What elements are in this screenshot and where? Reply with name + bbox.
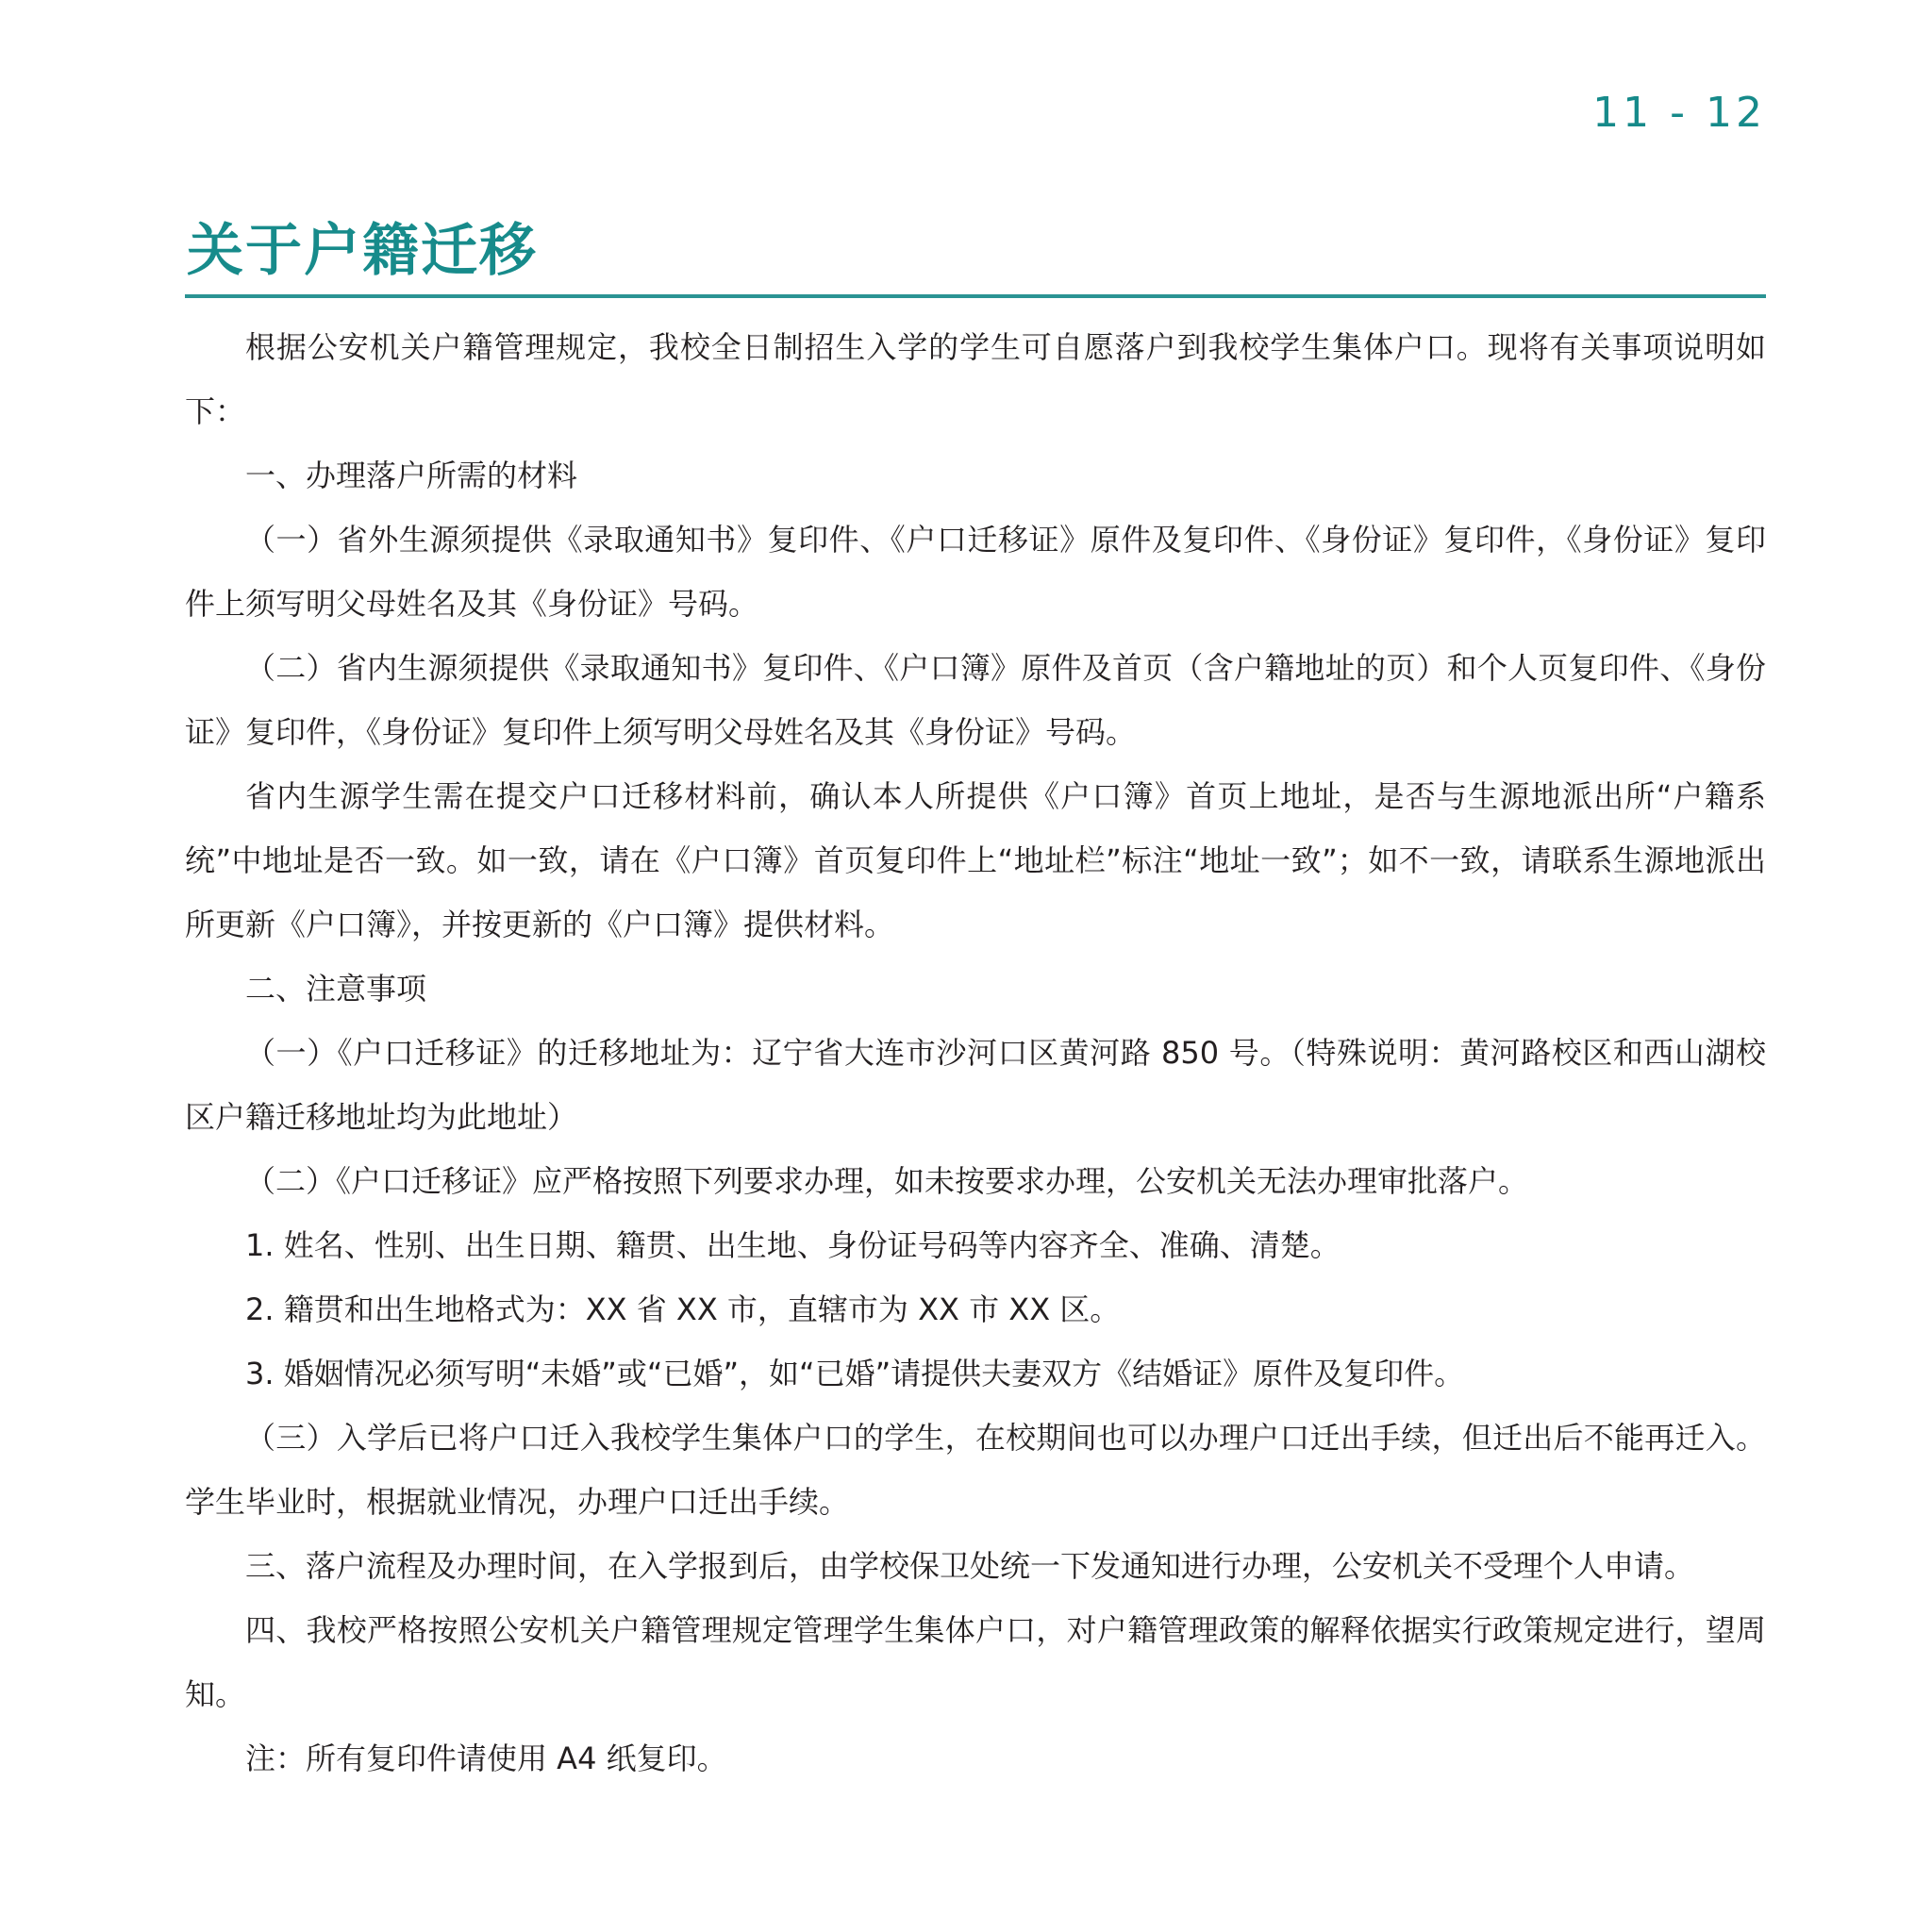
page-number: 11 - 12 [1592, 89, 1766, 137]
document-body [185, 315, 1766, 1790]
paragraph-migration-requirements: （二）《户口迁移证》应严格按照下列要求办理，如未按要求办理，公安机关无法办理审批落户。 [245, 1163, 1529, 1199]
paragraph-move-out: （三）入学后已将户口迁入我校学生集体户口的学生，在校期间也可以办理户口迁出手续，但迁出后不能再迁入。学生毕业时，根据就业情况，办理户口迁出手续。 [185, 1420, 1766, 1520]
section-heading-policy: 四、我校严格按照公安机关户籍管理规定管理学生集体户口，对户籍管理政策的解释依据实行政策规定进行，望周知。 [185, 1612, 1766, 1712]
paragraph-intro: 根据公安机关户籍管理规定，我校全日制招生入学的学生可自愿落户到我校学生集体户口。现将有关事项说明如下： [185, 329, 1766, 429]
paragraph-in-province: （二）省内生源须提供《录取通知书》复印件、《户口簿》原件及首页（含户籍地址的页）和个人页复印件、《身份证》复印件，《身份证》复印件上须写明父母姓名及其《身份证》号码。 [185, 650, 1766, 750]
page-title: 关于户籍迁移 [187, 218, 538, 284]
section-heading-process: 三、落户流程及办理时间，在入学报到后，由学校保卫处统一下发通知进行办理，公安机关不受理个人申请。 [245, 1548, 1695, 1584]
section-heading-notes: 二、注意事项 [245, 971, 427, 1007]
list-item-requirement-1: 1. 姓名、性别、出生日期、籍贯、出生地、身份证号码等内容齐全、准确、清楚。 [245, 1227, 1341, 1263]
list-item-requirement-2: 2. 籍贯和出生地格式为：XX 省 XX 市，直辖市为 XX 市 XX 区。 [245, 1291, 1121, 1327]
paragraph-migration-address: （一）《户口迁移证》的迁移地址为：辽宁省大连市沙河口区黄河路 850 号。（特殊说明：黄河路校区和西山湖校区户籍迁移地址均为此地址） [185, 1035, 1766, 1135]
paragraph-out-of-province: （一）省外生源须提供《录取通知书》复印件、《户口迁移证》原件及复印件、《身份证》复印件，《身份证》复印件上须写明父母姓名及其《身份证》号码。 [185, 522, 1766, 622]
section-heading-materials: 一、办理落户所需的材料 [245, 458, 578, 493]
paragraph-note: 注：所有复印件请使用 A4 纸复印。 [245, 1740, 727, 1776]
title-underline [185, 294, 1766, 298]
paragraph-address-check: 省内生源学生需在提交户口迁移材料前，确认本人所提供《户口簿》首页上地址，是否与生源地派出所“户籍系统”中地址是否一致。如一致，请在《户口簿》首页复印件上“地址栏”标注“地址一致”；如不一致，请联系生源地派出所更新《户口簿》，并按更新的《户口簿》提供材料。 [185, 778, 1766, 942]
list-item-requirement-3: 3. 婚姻情况必须写明“未婚”或“已婚”，如“已婚”请提供夫妻双方《结婚证》原件及复印件。 [245, 1356, 1465, 1391]
